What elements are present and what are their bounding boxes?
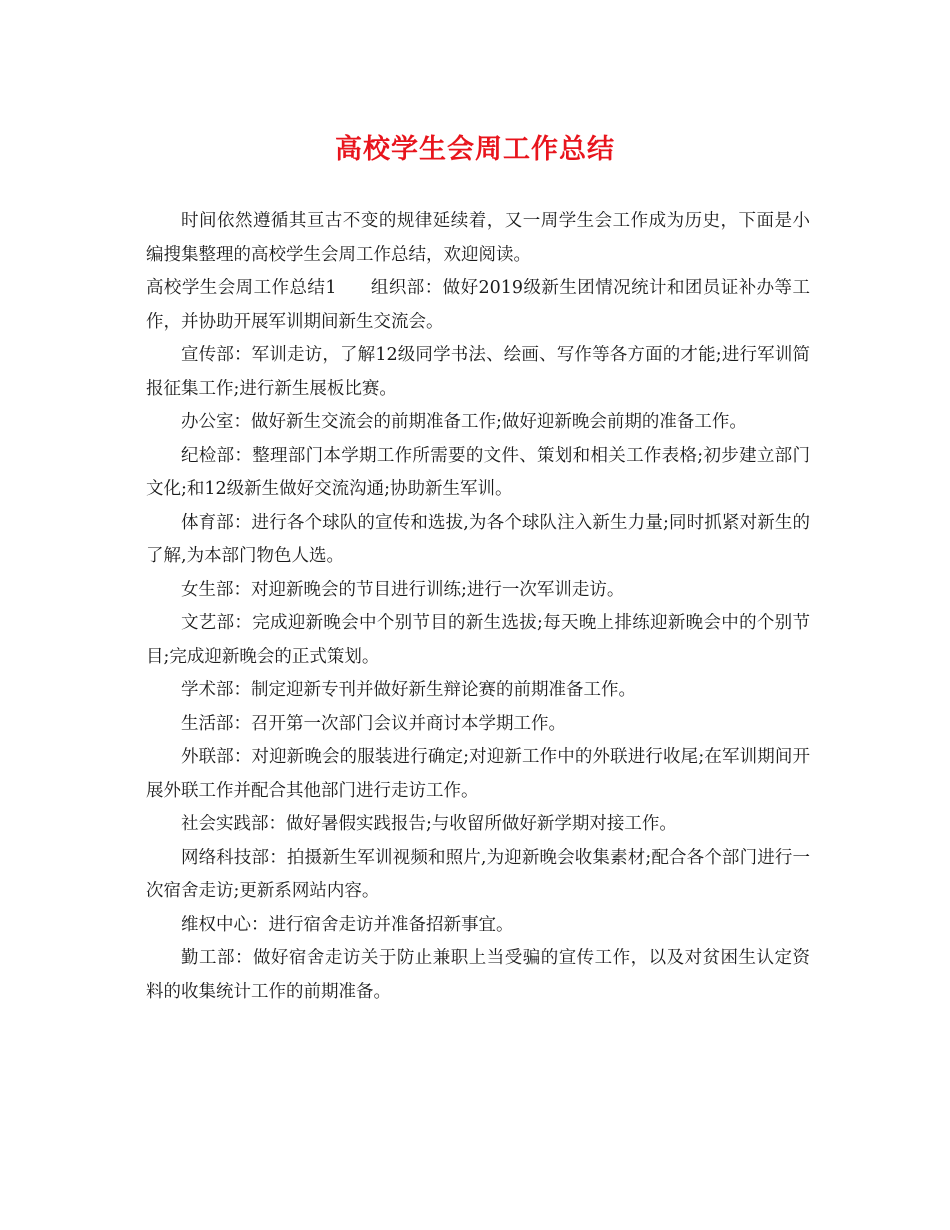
item-work-study: 勤工部：做好宿舍走访关于防止兼职上当受骗的宣传工作，以及对贫困生认定资料的收集统计工作的前期准备。 (146, 948, 810, 1002)
item-female-students: 女生部：对迎新晚会的节目进行训练;进行一次军训走访。 (181, 579, 625, 600)
item-arts: 文艺部：完成迎新晚会中个别节目的新生选拔;每天晚上排练迎新晚会中的个别节目;完成迎新晚会的正式策划。 (146, 613, 810, 667)
item-discipline: 纪检部：整理部门本学期工作所需要的文件、策划和相关工作表格;初步建立部门文化;和12级新生做好交流沟通;协助新生军训。 (146, 445, 810, 499)
item-network-tech: 网络科技部：拍摄新生军训视频和照片,为迎新晚会收集素材;配合各个部门进行一次宿舍走访;更新系网站内容。 (146, 847, 810, 901)
item-rights-center: 维权中心：进行宿舍走访并准备招新事宜。 (181, 914, 514, 935)
section-paragraph (146, 272, 810, 339)
item-sports: 体育部：进行各个球队的宣传和选拔,为各个球队注入新生力量;同时抓紧对新生的了解,为本部门物色人选。 (146, 512, 810, 566)
intro-paragraph: 时间依然遵循其亘古不变的规律延续着，又一周学生会工作成为历史，下面是小编搜集整理的高校学生会周工作总结，欢迎阅读。 (146, 211, 810, 265)
item-life: 生活部：召开第一次部门会议并商讨本学期工作。 (181, 713, 566, 734)
document-title: 高校学生会周工作总结 (335, 134, 615, 165)
item-office: 办公室：做好新生交流会的前期准备工作;做好迎新晚会前期的准备工作。 (181, 412, 747, 432)
item-publicity: 宣传部：军训走访，了解12级同学书法、绘画、写作等各方面的才能;进行军训简报征集工作;进行新生展板比赛。 (146, 345, 810, 399)
document-body (146, 205, 810, 1009)
item-external-relations: 外联部：对迎新晚会的服装进行确定;对迎新工作中的外联进行收尾;在军训期间开展外联工作并配合其他部门进行走访工作。 (146, 747, 810, 801)
item-social-practice: 社会实践部：做好暑假实践报告;与收留所做好新学期对接工作。 (181, 814, 677, 834)
section-heading: 高校学生会周工作总结1 (146, 278, 337, 298)
item-organization: 组织部：做好2019级新生团情况统计和团员证补办等工作，并协助开展军训期间新生交流会。 (146, 278, 810, 332)
item-academic: 学术部：制定迎新专刊并做好新生辩论赛的前期准备工作。 (181, 680, 636, 700)
